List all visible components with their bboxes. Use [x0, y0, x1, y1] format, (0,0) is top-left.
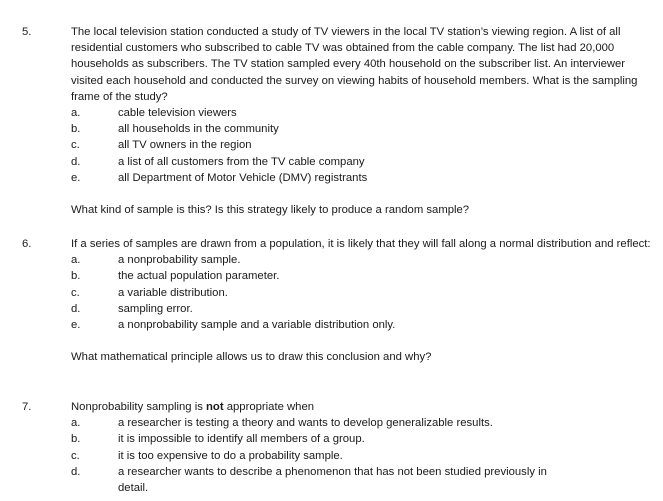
stem-text: appropriate when: [223, 401, 315, 413]
option-letter: c.: [71, 286, 80, 299]
question-number: 6.: [22, 238, 32, 250]
question-number: 5.: [22, 26, 32, 38]
option-letter: c.: [71, 449, 80, 462]
option-e: [71, 170, 651, 186]
followup-question: What mathematical principle allows us to draw this conclusion and why?: [71, 351, 432, 364]
option-b: [71, 431, 651, 447]
option-text: all Department of Motor Vehicle (DMV) registrants: [118, 171, 368, 184]
question-body: [71, 399, 651, 496]
question-body: [71, 24, 651, 218]
option-letter: d.: [71, 465, 81, 478]
option-e: [71, 317, 651, 333]
option-a: [71, 105, 651, 121]
option-text: a nonprobability sample and a variable distribution only.: [118, 319, 396, 332]
question-number: 7.: [22, 401, 32, 413]
option-text: the actual population parameter.: [118, 270, 280, 283]
option-d: [71, 154, 651, 170]
option-a: [71, 415, 651, 431]
option-text: sampling error.: [118, 302, 193, 315]
option-letter: a.: [71, 107, 81, 120]
option-text: all TV owners in the region: [118, 139, 252, 152]
option-letter: a.: [71, 417, 81, 430]
option-letter: b.: [71, 123, 81, 136]
option-letter: b.: [71, 270, 81, 283]
option-a: [71, 252, 651, 268]
option-text: it is too expensive to do a probability sample.: [118, 449, 343, 462]
option-letter: c.: [71, 139, 80, 152]
option-letter: e.: [71, 319, 81, 332]
option-text: cable television viewers: [118, 107, 237, 120]
question-stem: The local television station conducted a study of TV viewers in the local TV station’s viewing region. A list of all residential customers who subscribed to cable TV was obtained from the cable company. The list had 20,000 households as subscribers. The TV station sampled every 40th household on the subscriber list. An interviewer visited each household and conducted the survey on viewing habits of household members. What is the sampling frame of the study?: [71, 26, 638, 103]
option-letter: b.: [71, 433, 81, 446]
question-stem: [71, 399, 651, 415]
option-b: [71, 121, 651, 137]
option-text: a researcher is testing a theory and wants to develop generalizable results.: [118, 417, 493, 430]
option-text: all households in the community: [118, 123, 279, 136]
option-text: a researcher wants to describe a phenomenon that has not been studied previously in detail.: [118, 465, 547, 495]
option-b: [71, 268, 651, 284]
option-text: a nonprobability sample.: [118, 254, 241, 267]
answer-options: [71, 252, 651, 333]
option-letter: d.: [71, 155, 81, 168]
question-stem: If a series of samples are drawn from a population, it is likely that they will fall along a normal distribution and reflect:: [71, 238, 651, 250]
followup-question: What kind of sample is this? Is this strategy likely to produce a random sample?: [71, 204, 470, 217]
stem-text: Nonprobability sampling is: [71, 401, 207, 413]
option-d: [71, 301, 651, 317]
option-d: [71, 464, 651, 496]
answer-options: [71, 105, 651, 186]
option-c: [71, 448, 651, 464]
option-text: a list of all customers from the TV cable company: [118, 155, 365, 168]
option-text: a variable distribution.: [118, 286, 228, 299]
option-c: [71, 285, 651, 301]
stem-emphasis: not: [206, 401, 224, 413]
answer-options: [71, 415, 651, 496]
option-letter: a.: [71, 254, 81, 267]
question-body: [71, 236, 651, 365]
option-text: it is impossible to identify all members of a group.: [118, 433, 365, 446]
option-c: [71, 137, 651, 153]
option-letter: e.: [71, 171, 81, 184]
option-letter: d.: [71, 302, 81, 315]
